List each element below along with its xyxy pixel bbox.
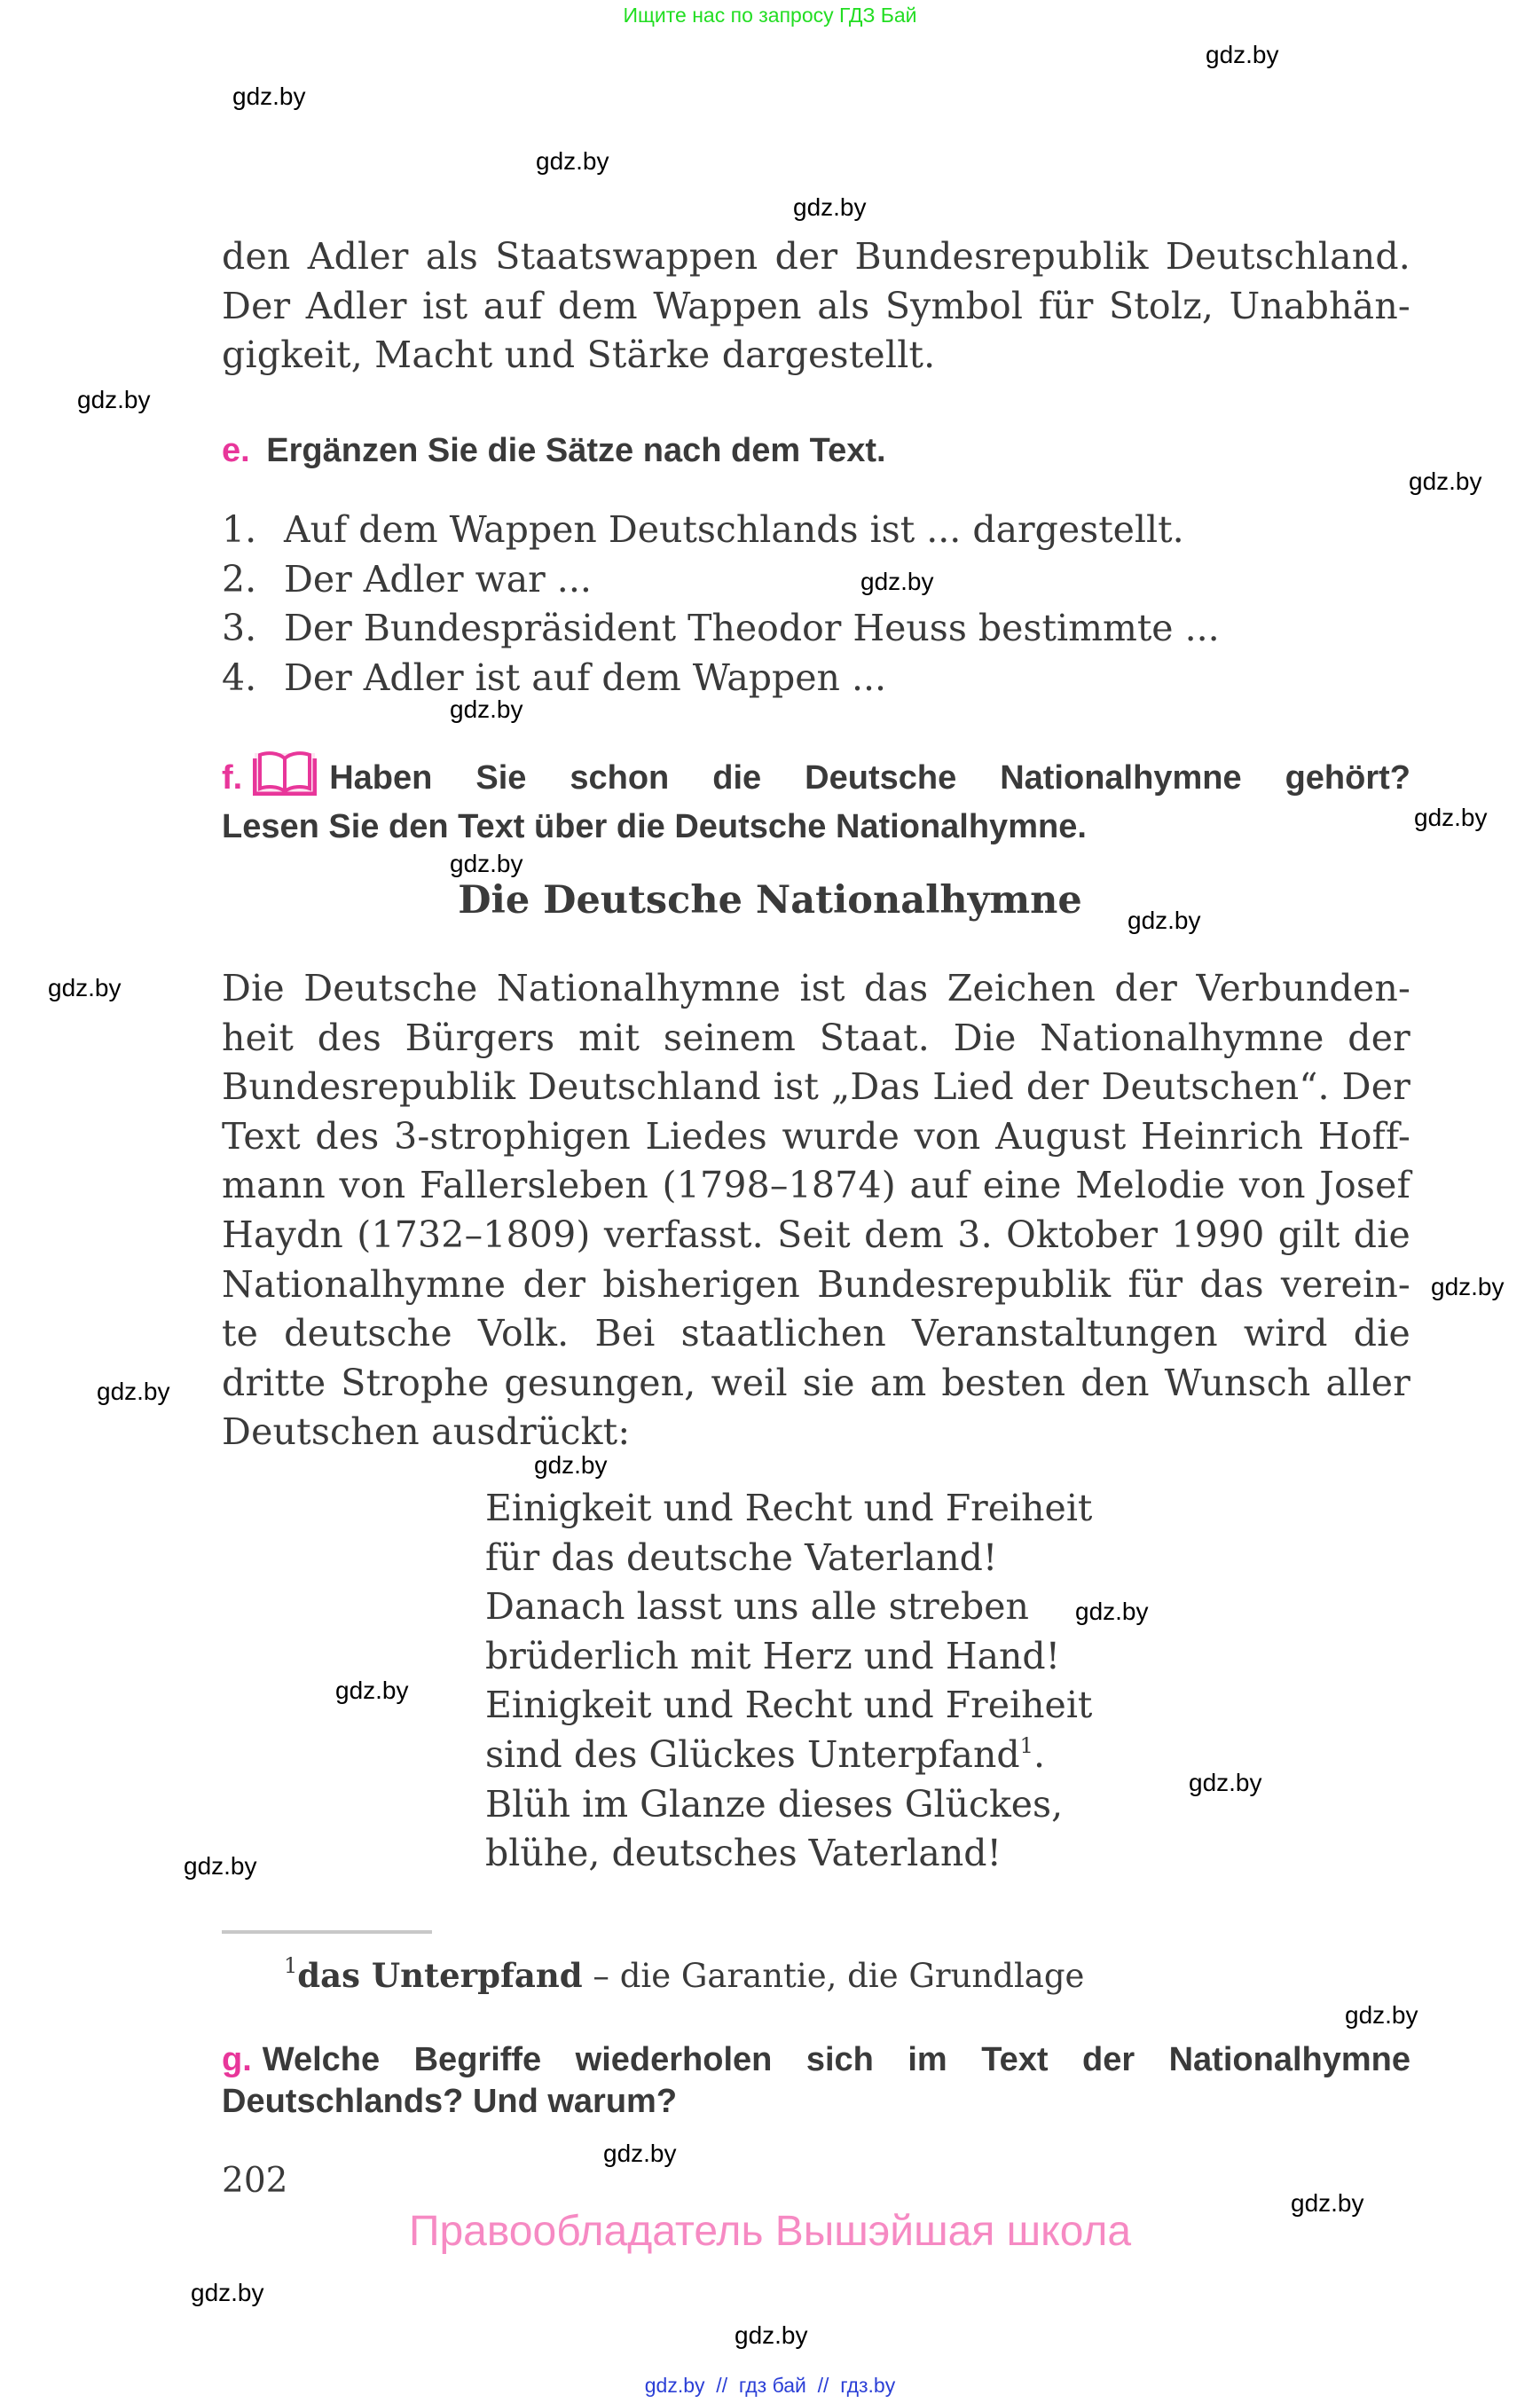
list-item: [222, 604, 1220, 654]
watermark: gdz.by: [860, 568, 934, 595]
rights-holder: Правообладатель Вышэйшая школа: [408, 2208, 1132, 2255]
open-book-icon: [253, 750, 317, 806]
watermark: gdz.by: [1206, 41, 1279, 68]
list-item: [222, 555, 1220, 605]
item-text: Der Bundespräsident Theodor Heuss bestimmte ...: [284, 607, 1220, 650]
watermark: gdz.by: [1345, 2001, 1418, 2029]
footnote-term: das Unterpfand: [297, 1956, 583, 1995]
task-f-heading: [222, 750, 1410, 848]
watermark: gdz.by: [232, 82, 306, 110]
task-letter: e.: [222, 432, 250, 469]
item-number: 2.: [222, 557, 257, 601]
watermark: gdz.by: [1075, 1598, 1149, 1625]
watermark: gdz.by: [184, 1852, 257, 1880]
text-line: Text des 3-strophigen Liedes wurde von August Heinrich Hoff-: [222, 1114, 1410, 1158]
poem-line: Einigkeit und Recht und Freiheit: [485, 1487, 1093, 1529]
watermark: gdz.by: [77, 386, 151, 413]
text-line: dritte Strophe gesungen, weil sie am besten den Wunsch aller: [222, 1361, 1410, 1404]
watermark: gdz.by: [603, 2140, 677, 2167]
text-line: Die Deutsche Nationalhymne ist das Zeichen der Verbunden-: [222, 967, 1410, 1009]
bottom-links[interactable]: gdz.by // гдз бай // гдз.by: [644, 2374, 896, 2397]
poem-line: Einigkeit und Recht und Freiheit: [485, 1684, 1093, 1727]
text-line: te deutsche Volk. Bei staatlichen Veranstaltungen wird die: [222, 1312, 1410, 1355]
task-letter: g.: [222, 2041, 252, 2078]
watermark: gdz.by: [1409, 467, 1482, 495]
poem-line: Blüh im Glanze dieses Glückes,: [485, 1782, 1064, 1826]
text-line: den Adler als Staatswappen der Bundesrepublik Deutschland.: [222, 235, 1410, 278]
footnote-definition: – die Garantie, die Grundlage: [582, 1957, 1085, 1995]
list-item: [222, 654, 1220, 703]
poem-line: für das deutsche Vaterland!: [485, 1535, 998, 1579]
task-instruction: Ergänzen Sie die Sätze nach dem Text.: [266, 432, 886, 469]
item-number: 1.: [222, 508, 257, 551]
text-line: Der Adler ist auf dem Wappen als Symbol für Stolz, Unabhän-: [222, 284, 1410, 327]
watermark: gdz.by: [191, 2279, 264, 2306]
task-e-heading: [222, 430, 1410, 472]
intro-paragraph: [222, 232, 1410, 381]
poem-line: blühe, deutsches Vaterland!: [485, 1832, 1002, 1875]
watermark: gdz.by: [536, 147, 609, 175]
reading-title: Die Deutsche Nationalhymne: [458, 878, 1082, 923]
item-text: Auf dem Wappen Deutschlands ist ... dargestellt.: [284, 508, 1184, 551]
footnote-mark: 1: [284, 1953, 298, 1978]
task-letter: f.: [222, 758, 243, 797]
poem-line-text: sind des Glückes Unterpfand: [485, 1732, 1020, 1776]
punctuation: .: [1033, 1732, 1045, 1776]
task-question: Welche Begriffe wiederholen sich im Text der Nationalhymne: [262, 2041, 1410, 2078]
poem-line-with-footnote: [485, 1731, 1092, 1780]
item-text: Der Adler ist auf dem Wappen ...: [284, 656, 887, 699]
watermark: gdz.by: [1414, 804, 1488, 831]
anthem-stanza: [485, 1484, 1092, 1879]
item-number: 4.: [222, 656, 257, 699]
search-hint: Ищите нас по запросу ГДЗ Бай: [623, 4, 917, 27]
page-number: 202: [222, 2161, 288, 2201]
task-question-cont: Deutschlands? Und warum?: [222, 2083, 678, 2120]
text-line: mann von Fallersleben (1798–1874) auf eine Melodie von Josef: [222, 1164, 1410, 1207]
text-line: Bundesrepublik Deutschland ist „Das Lied der Deutschen“. Der: [222, 1065, 1410, 1109]
watermark: gdz.by: [450, 850, 523, 877]
list-item: [222, 506, 1220, 555]
reading-paragraph: [222, 964, 1410, 1457]
watermark: gdz.by: [335, 1677, 409, 1704]
footnote-divider: [222, 1930, 432, 1934]
watermark: gdz.by: [1128, 907, 1201, 934]
task-question: Haben Sie schon die Deutsche Nationalhymne gehört?: [329, 758, 1410, 797]
watermark: gdz.by: [534, 1451, 608, 1479]
poem-line: Danach lasst uns alle streben: [485, 1585, 1029, 1629]
watermark: gdz.by: [735, 2321, 808, 2349]
footnote: [284, 1954, 1084, 1998]
watermark: gdz.by: [1431, 1273, 1505, 1300]
item-text: Der Adler war ...: [284, 557, 592, 601]
item-number: 3.: [222, 607, 257, 650]
poem-line: brüderlich mit Herz und Hand!: [485, 1634, 1061, 1677]
text-line: gigkeit, Macht und Stärke dargestellt.: [222, 334, 936, 377]
sentence-list: [222, 506, 1220, 703]
text-line: Haydn (1732–1809) verfasst. Seit dem 3. Oktober 1990 gilt die: [222, 1213, 1410, 1256]
task-instruction: Lesen Sie den Text über die Deutsche Nationalhymne.: [222, 808, 1087, 845]
watermark: gdz.by: [48, 974, 122, 1001]
watermark: gdz.by: [793, 193, 867, 221]
watermark: gdz.by: [450, 695, 523, 723]
watermark: gdz.by: [1189, 1769, 1262, 1796]
footnote-reference[interactable]: 1: [1019, 1732, 1033, 1758]
watermark: gdz.by: [97, 1378, 170, 1405]
text-line: heit des Bürgers mit seinem Staat. Die Nationalhymne der: [222, 1016, 1410, 1059]
watermark: gdz.by: [1291, 2189, 1364, 2217]
text-line: Nationalhymne der bisherigen Bundesrepublik für das verein-: [222, 1262, 1410, 1306]
task-g-heading: [222, 2039, 1410, 2123]
text-line: Deutschen ausdrückt:: [222, 1410, 631, 1454]
